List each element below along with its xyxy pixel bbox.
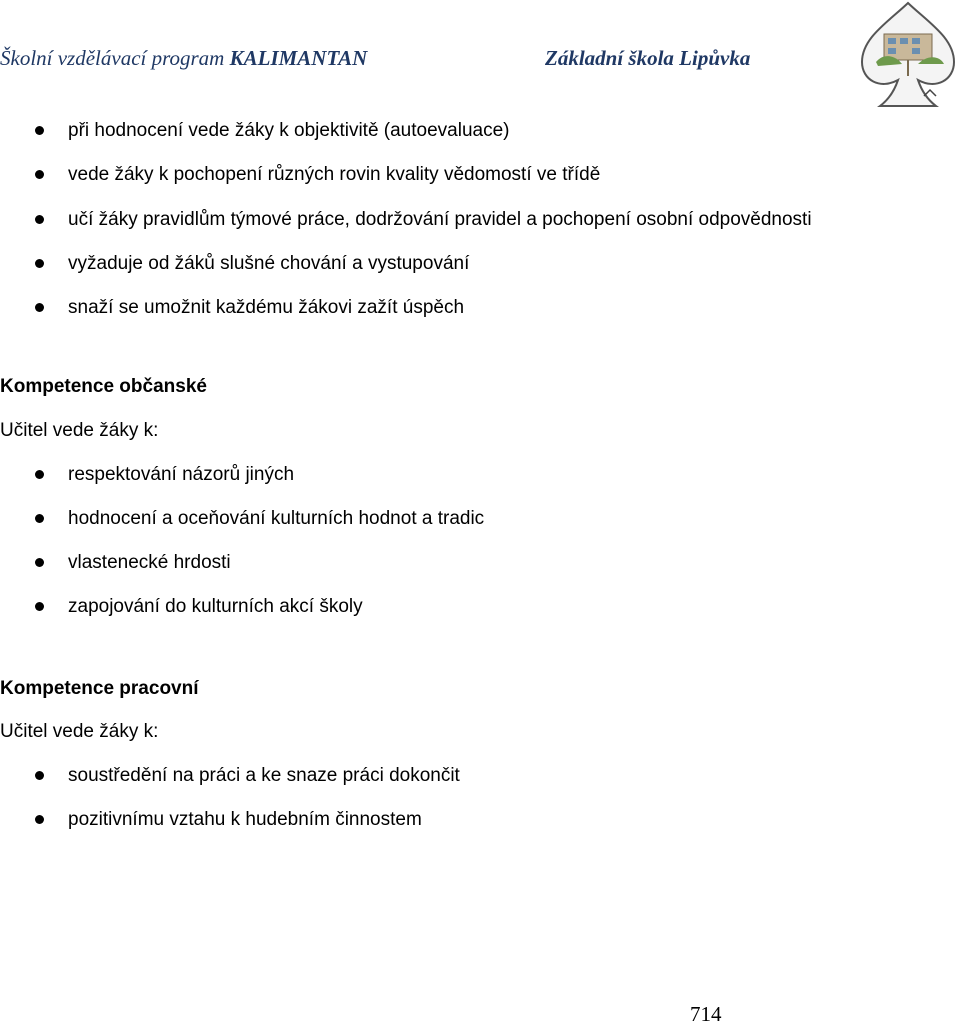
bullet-icon (35, 259, 44, 268)
list-item-text: vede žáky k pochopení různých rovin kvality vědomostí ve třídě (68, 164, 601, 186)
civic-intro: Učitel vede žáky k: (0, 420, 159, 441)
work-competence-heading: Kompetence pracovní (0, 678, 199, 699)
bullet-icon (35, 558, 44, 567)
list-item-text: snaží se umožnit každému žákovi zažít úspěch (68, 297, 465, 318)
list-item-text: vlastenecké hrdosti (68, 552, 231, 573)
program-name: KALIMANTAN (229, 46, 368, 70)
civic-competence-heading: Kompetence občanské (0, 376, 207, 397)
program-prefix: Školní vzdělávací program (0, 46, 230, 70)
bullet-icon (35, 303, 44, 312)
list-item-text: zapojování do kulturních akcí školy (68, 596, 363, 617)
school-name: Základní škola Lipůvka (545, 46, 751, 70)
bullet-icon (35, 215, 44, 224)
bullet-icon (35, 771, 44, 780)
list-item-text: soustředění na práci a ke snaze práci dokončit (68, 765, 460, 786)
list-item-text: pozitivnímu vztahu k hudebním činnostem (68, 809, 422, 830)
page-number: 714 (690, 1002, 722, 1026)
bullet-icon (35, 170, 44, 179)
bullet-icon (35, 602, 44, 611)
bullet-icon (35, 514, 44, 523)
bullet-icon (35, 470, 44, 479)
bullet-icon (35, 126, 44, 135)
list-item-text: při hodnocení vede žáky k objektivitě (autoevaluace) (68, 120, 510, 141)
school-spade-logo-icon (858, 0, 958, 110)
program-title (0, 46, 367, 71)
list-item-text: respektování názorů jiných (68, 464, 295, 485)
bullet-icon (35, 815, 44, 824)
list-item-text: učí žáky pravidlům týmové práce, dodržování pravidel a pochopení osobní odpovědnosti (68, 208, 812, 230)
list-item-text: hodnocení a oceňování kulturních hodnot a tradic (68, 508, 485, 529)
list-item-text: vyžaduje od žáků slušné chování a vystupování (68, 252, 470, 274)
work-intro: Učitel vede žáky k: (0, 721, 159, 742)
